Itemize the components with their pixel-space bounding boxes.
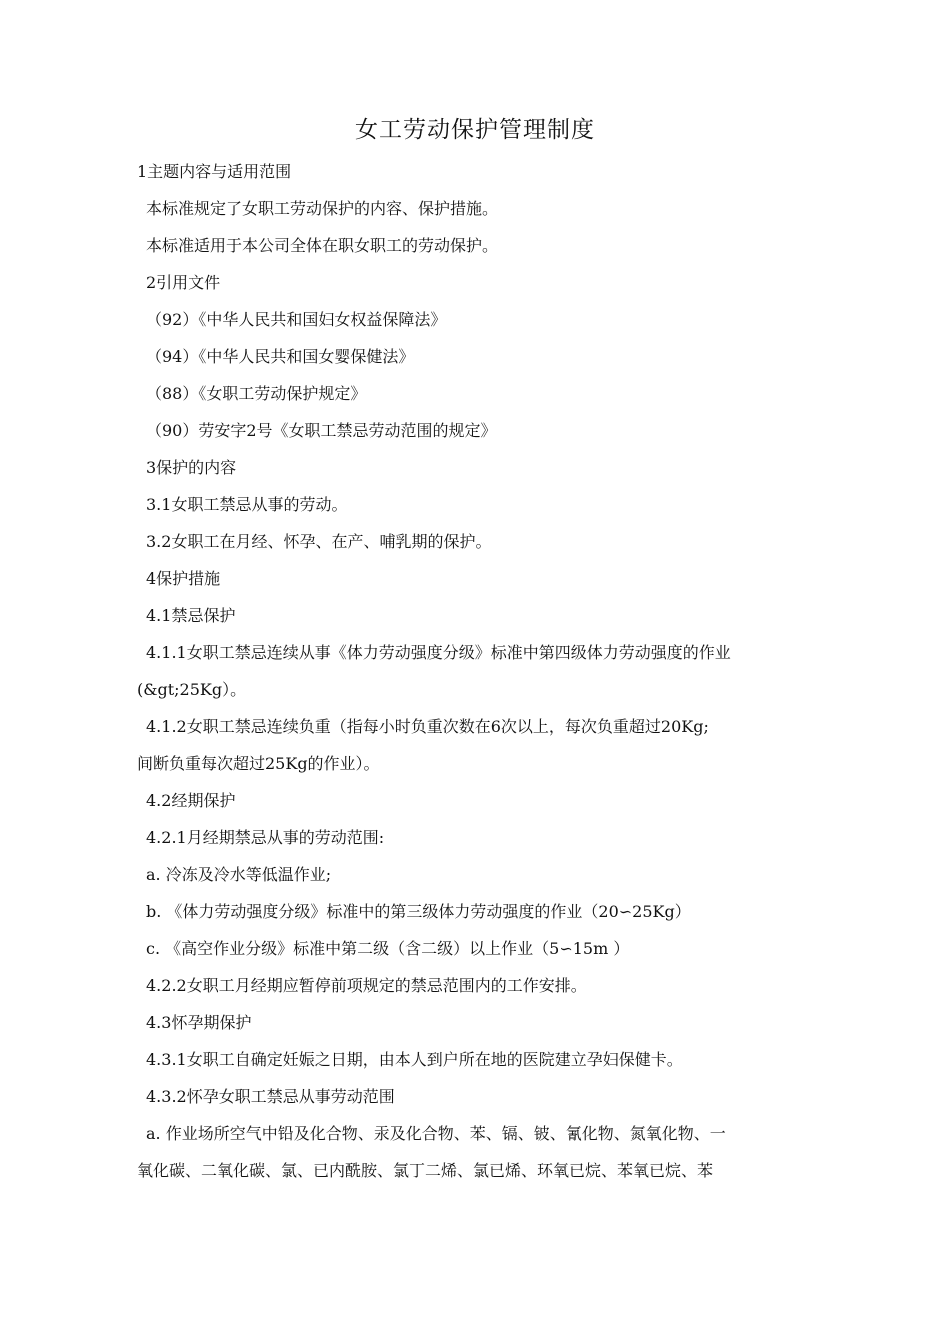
paragraph-line: 4.3.1女职工自确定妊娠之日期，由本人到户所在地的医院建立孕妇保健卡。	[146, 1050, 683, 1069]
paragraph-line: 本标准适用于本公司全体在职女职工的劳动保护。	[146, 236, 499, 255]
reference-item: （92）《中华人民共和国妇女权益保障法》	[146, 310, 447, 329]
subsection-heading: 4.2经期保护	[146, 791, 236, 810]
reference-item: （90）劳安字2号《女职工禁忌劳动范围的规定》	[146, 421, 497, 440]
list-item: c. 《高空作业分级》标准中第二级（含二级）以上作业（5∽15m ）	[146, 939, 630, 958]
paragraph-line: 本标准规定了女职工劳动保护的内容、保护措施。	[146, 199, 499, 218]
subsection-heading: 4.3怀孕期保护	[146, 1013, 252, 1032]
paragraph-line: 3.1女职工禁忌从事的劳动。	[146, 495, 348, 514]
list-item: b. 《体力劳动强度分级》标准中的第三级体力劳动强度的作业（20∽25Kg）	[146, 902, 691, 921]
paragraph-line: 4.1.2女职工禁忌连续负重（指每小时负重次数在6次以上，每次负重超过20Kg;	[146, 717, 709, 736]
document-title: 女工劳动保护管理制度	[355, 117, 595, 143]
paragraph-line: 4.3.2怀孕女职工禁忌从事劳动范围	[146, 1087, 395, 1106]
paragraph-line: (&gt;25Kg）。	[137, 680, 247, 699]
list-item: a. 冷冻及冷水等低温作业;	[146, 865, 332, 884]
subsection-heading: 4.1禁忌保护	[146, 606, 236, 625]
paragraph-line: 4.1.1女职工禁忌连续从事《体力劳动强度分级》标准中第四级体力劳动强度的作业	[146, 643, 731, 662]
reference-item: （94）《中华人民共和国女婴保健法》	[146, 347, 415, 366]
paragraph-line: 3.2女职工在月经、怀孕、在产、哺乳期的保护。	[146, 532, 492, 551]
section-heading: 2引用文件	[146, 273, 221, 292]
list-item: a. 作业场所空气中铅及化合物、汞及化合物、苯、镉、铍、氰化物、氮氧化物、一	[146, 1124, 726, 1143]
reference-item: （88）《女职工劳动保护规定》	[146, 384, 367, 403]
paragraph-line: 4.2.1月经期禁忌从事的劳动范围:	[146, 828, 385, 847]
section-heading: 4保护措施	[146, 569, 221, 588]
paragraph-line: 间断负重每次超过25Kg的作业）。	[137, 754, 380, 773]
list-item: 氧化碳、二氧化碳、氯、已内酰胺、氯丁二烯、氯已烯、环氧已烷、苯氧已烷、苯	[137, 1161, 714, 1180]
section-heading: 3保护的内容	[146, 458, 237, 477]
paragraph-line: 4.2.2女职工月经期应暂停前项规定的禁忌范围内的工作安排。	[146, 976, 587, 995]
section-heading: 1主题内容与适用范围	[137, 162, 292, 181]
